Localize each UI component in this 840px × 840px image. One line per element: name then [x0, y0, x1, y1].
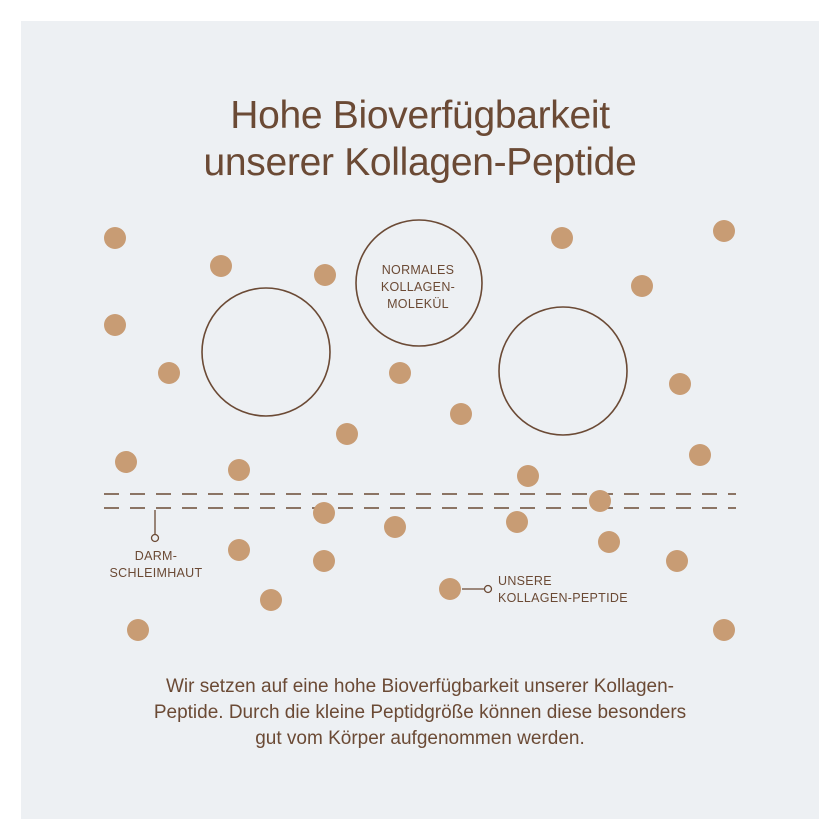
peptides-label-line-1: UNSERE: [498, 574, 552, 588]
title-line-1: Hohe Bioverfügbarkeit: [230, 94, 610, 137]
peptide-dot: [228, 539, 250, 561]
peptide-dot: [127, 619, 149, 641]
peptide-dot: [589, 490, 611, 512]
mucosa-label-line-1: DARM-: [134, 549, 178, 563]
peptide-dot: [551, 227, 573, 249]
peptide-dot: [389, 362, 411, 384]
peptide-dot: [228, 459, 250, 481]
peptide-dot: [158, 362, 180, 384]
peptide-dot: [689, 444, 711, 466]
caption-line-3: gut vom Körper aufgenommen werden.: [255, 728, 585, 749]
mucosa-label-line-2: SCHLEIMHAUT: [109, 566, 203, 580]
peptide-dot: [517, 465, 539, 487]
molecule-label-line-1: NORMALES: [381, 263, 455, 277]
peptide-dot: [336, 423, 358, 445]
collagen-molecule-label: [350, 262, 486, 313]
peptide-dot: [260, 589, 282, 611]
collagen-molecule-right: [499, 307, 627, 435]
peptide-dot: [631, 275, 653, 297]
peptides-label: [498, 573, 698, 607]
peptide-dot: [713, 220, 735, 242]
peptide-dot-labeled: [439, 578, 461, 600]
peptide-dot: [669, 373, 691, 395]
molecule-label-line-2: KOLLAGEN-: [380, 280, 456, 294]
peptide-dot: [666, 550, 688, 572]
peptide-dot: [598, 531, 620, 553]
peptide-dot: [450, 403, 472, 425]
caption-text: [0, 674, 840, 752]
peptides-label-line-2: KOLLAGEN-PEPTIDE: [498, 591, 628, 605]
peptide-dot: [713, 619, 735, 641]
peptide-dot: [506, 511, 528, 533]
peptide-dot: [210, 255, 232, 277]
peptide-dot: [313, 550, 335, 572]
peptide-dot: [104, 314, 126, 336]
mucosa-label: [96, 548, 216, 582]
molecule-label-line-3: MOLEKÜL: [387, 297, 449, 311]
peptide-dot: [314, 264, 336, 286]
mucosa-pointer-end: [152, 535, 159, 542]
peptide-dot: [384, 516, 406, 538]
collagen-molecule-left: [202, 288, 330, 416]
peptide-dot: [115, 451, 137, 473]
peptide-pointer-end: [485, 586, 492, 593]
peptide-dot: [313, 502, 335, 524]
title-line-2: unserer Kollagen-Peptide: [203, 141, 637, 184]
caption-line-2: Peptide. Durch die kleine Peptidgröße können diese besonders: [153, 702, 687, 723]
peptide-dot: [104, 227, 126, 249]
caption-line-1: Wir setzen auf eine hohe Bioverfügbarkeit unserer Kollagen-: [165, 676, 674, 697]
